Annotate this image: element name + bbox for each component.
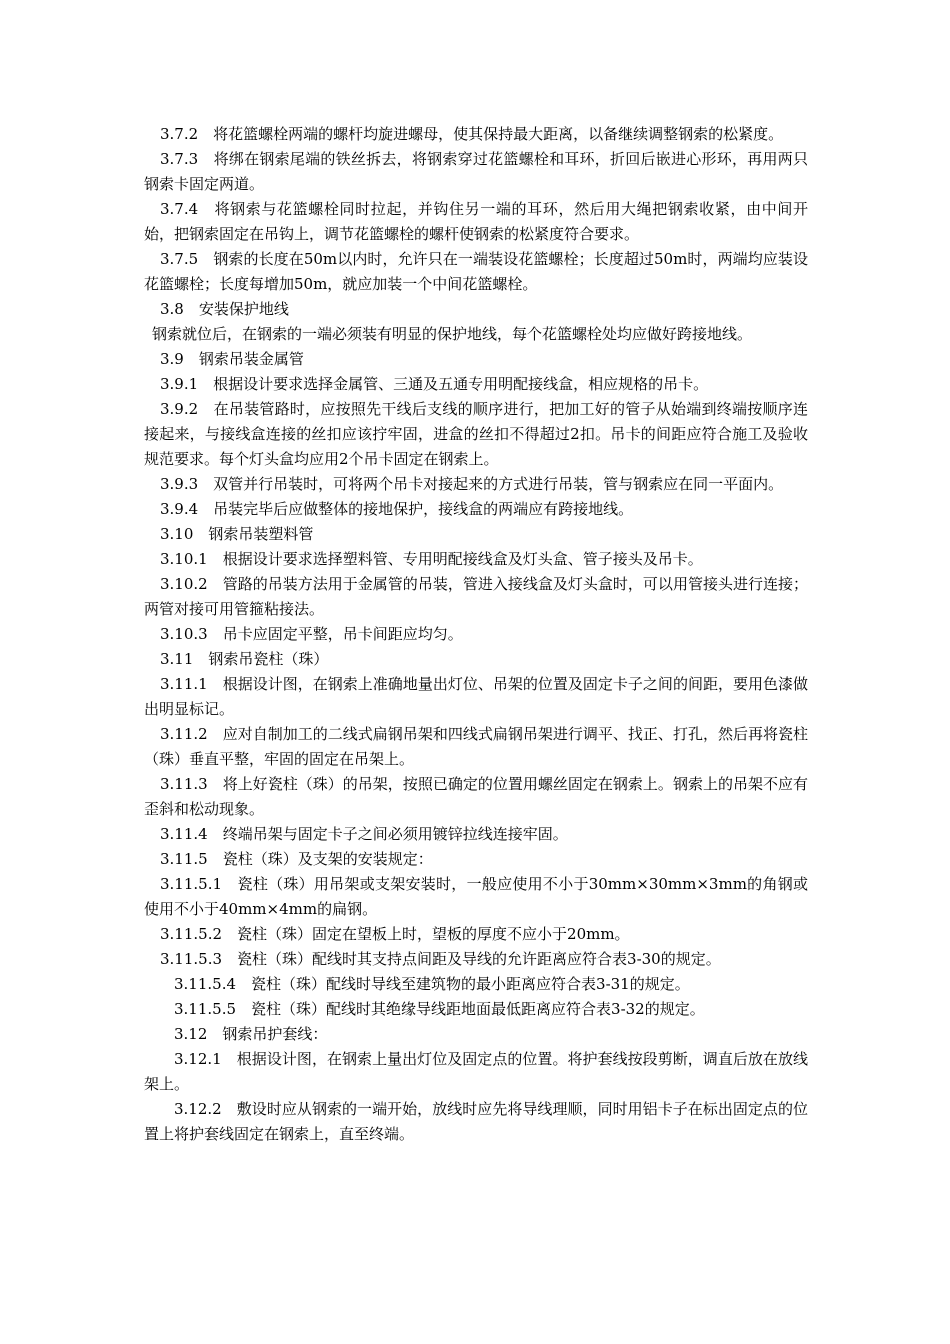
paragraph-3-11-5-1: 3.11.5.1 瓷柱（珠）用吊架或支架安装时，一般应使用不小于30mm×30mm×3mm的角钢或使用不小于40mm×4mm的扁钢。 bbox=[144, 875, 808, 918]
paragraph-3-9-3: 3.9.3 双管并行吊装时，可将两个吊卡对接起来的方式进行吊装，管与钢索应在同一平面内。 bbox=[160, 475, 784, 493]
paragraph-3-11-5-2: 3.11.5.2 瓷柱（珠）固定在望板上时，望板的厚度不应小于20mm。 bbox=[160, 925, 630, 943]
paragraph-3-11-5: 3.11.5 瓷柱（珠）及支架的安装规定： bbox=[160, 850, 433, 868]
paragraph-3-11-4: 3.11.4 终端吊架与固定卡子之间必须用镀锌拉线连接牢固。 bbox=[160, 825, 568, 843]
paragraph-3-9-2: 3.9.2 在吊装管路时，应按照先干线后支线的顺序进行，把加工好的管子从始端到终端按顺序连接起来，与接线盒连接的丝扣应该拧牢固，进盒的丝扣不得超过2扣。吊卡的间距应符合施工及验收规范要求。每个灯头盒均应用2个吊卡固定在钢索上。 bbox=[144, 400, 808, 468]
document-body bbox=[144, 122, 808, 1147]
paragraph-3-11-5-5: 3.11.5.5 瓷柱（珠）配线时其绝缘导线距地面最低距离应符合表3-32的规定。 bbox=[174, 1000, 705, 1018]
paragraph-3-11-5-3: 3.11.5.3 瓷柱（珠）配线时其支持点间距及导线的允许距离应符合表3-30的规定。 bbox=[160, 950, 721, 968]
paragraph-3-11-1: 3.11.1 根据设计图，在钢索上准确地量出灯位、吊架的位置及固定卡子之间的间距，要用色漆做出明显标记。 bbox=[144, 675, 808, 718]
paragraph-3-9-4: 3.9.4 吊装完毕后应做整体的接地保护，接线盒的两端应有跨接地线。 bbox=[160, 500, 634, 518]
paragraph-3-10-3: 3.10.3 吊卡应固定平整，吊卡间距应均匀。 bbox=[160, 625, 463, 643]
paragraph-3-7-5: 3.7.5 钢索的长度在50m以内时，允许只在一端装设花篮螺栓；长度超过50m时，两端均应装设花篮螺栓；长度每增加50m，就应加装一个中间花篮螺栓。 bbox=[144, 250, 808, 293]
heading-3-12: 3.12 钢索吊护套线： bbox=[174, 1025, 328, 1043]
heading-3-9: 3.9 钢索吊装金属管 bbox=[160, 350, 304, 368]
paragraph-3-8-body: 钢索就位后，在钢索的一端必须装有明显的保护地线，每个花篮螺栓处均应做好跨接地线。 bbox=[152, 325, 753, 343]
paragraph-3-11-5-4: 3.11.5.4 瓷柱（珠）配线时导线至建筑物的最小距离应符合表3-31的规定。 bbox=[174, 975, 690, 993]
paragraph-3-12-2: 3.12.2 敷设时应从钢索的一端开始，放线时应先将导线理顺，同时用铝卡子在标出固定点的位置上将护套线固定在钢索上，直至终端。 bbox=[144, 1100, 808, 1143]
paragraph-3-10-2: 3.10.2 管路的吊装方法用于金属管的吊装，管进入接线盒及灯头盒时，可以用管接头进行连接；两管对接可用管箍粘接法。 bbox=[144, 575, 808, 618]
paragraph-3-7-2: 3.7.2 将花篮螺栓两端的螺杆均旋进螺母，使其保持最大距离，以备继续调整钢索的松紧度。 bbox=[160, 125, 784, 143]
paragraph-3-7-3: 3.7.3 将绑在钢索尾端的铁丝拆去，将钢索穿过花篮螺栓和耳环，折回后嵌进心形环，再用两只钢索卡固定两道。 bbox=[144, 150, 808, 193]
paragraph-3-9-1: 3.9.1 根据设计要求选择金属管、三通及五通专用明配接线盒，相应规格的吊卡。 bbox=[160, 375, 709, 393]
paragraph-3-12-1: 3.12.1 根据设计图，在钢索上量出灯位及固定点的位置。将护套线按段剪断，调直后放在放线架上。 bbox=[144, 1050, 808, 1093]
paragraph-3-7-4: 3.7.4 将钢索与花篮螺栓同时拉起，并钩住另一端的耳环，然后用大绳把钢索收紧，由中间开始，把钢索固定在吊钩上，调节花篮螺栓的螺杆使钢索的松紧度符合要求。 bbox=[144, 200, 808, 243]
paragraph-3-11-3: 3.11.3 将上好瓷柱（珠）的吊架，按照已确定的位置用螺丝固定在钢索上。钢索上的吊架不应有歪斜和松动现象。 bbox=[144, 775, 808, 818]
heading-3-10: 3.10 钢索吊装塑料管 bbox=[160, 525, 314, 543]
paragraph-3-11-2: 3.11.2 应对自制加工的二线式扁钢吊架和四线式扁钢吊架进行调平、找正、打孔，然后再将瓷柱（珠）垂直平整，牢固的固定在吊架上。 bbox=[144, 725, 808, 768]
heading-3-8: 3.8 安装保护地线 bbox=[160, 300, 289, 318]
heading-3-11: 3.11 钢索吊瓷柱（珠） bbox=[160, 650, 329, 668]
paragraph-3-10-1: 3.10.1 根据设计要求选择塑料管、专用明配接线盒及灯头盒、管子接头及吊卡。 bbox=[160, 550, 703, 568]
